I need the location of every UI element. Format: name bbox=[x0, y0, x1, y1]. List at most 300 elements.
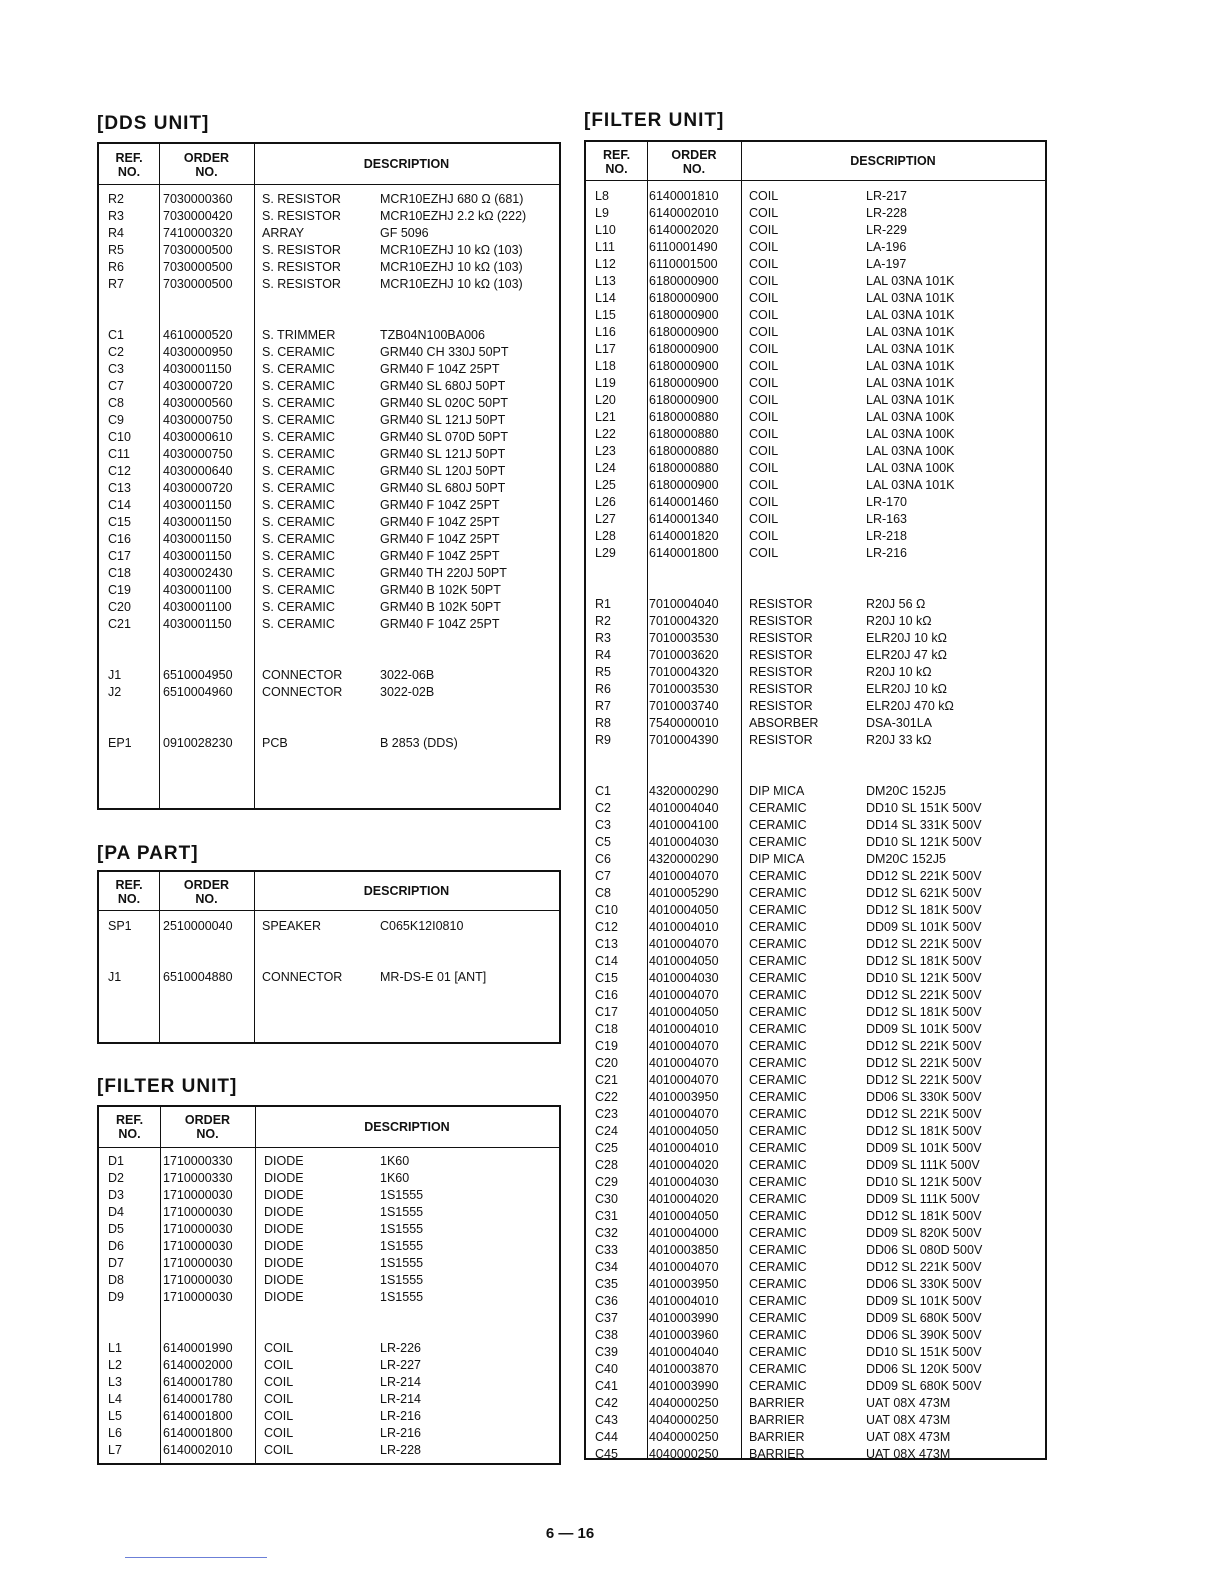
part-spec-cell: DD12 SL 221K 500V bbox=[866, 869, 982, 883]
part-spec-cell: 3022-06B bbox=[380, 668, 435, 682]
part-spec-cell: LAL 03NA 100K bbox=[866, 427, 955, 441]
table-row bbox=[99, 1289, 559, 1306]
table-row bbox=[99, 952, 559, 969]
order-no-cell: 4030001150 bbox=[163, 362, 232, 376]
part-spec-cell: MR-DS-E 01 [ANT] bbox=[380, 970, 487, 984]
order-no-cell: 4010004100 bbox=[649, 818, 719, 832]
part-spec-cell: LR-227 bbox=[380, 1358, 421, 1372]
order-no-cell: 1710000030 bbox=[163, 1273, 233, 1287]
part-type-cell: COIL bbox=[749, 291, 779, 305]
order-no-cell: 4010004070 bbox=[649, 988, 719, 1002]
order-no-cell: 4010004050 bbox=[649, 954, 719, 968]
part-type-cell: DIODE bbox=[264, 1188, 304, 1202]
table-row bbox=[586, 409, 1045, 426]
part-type-cell: CERAMIC bbox=[749, 1056, 807, 1070]
part-spec-cell: LR-216 bbox=[866, 546, 907, 560]
part-spec-cell: DD06 SL 330K 500V bbox=[866, 1277, 982, 1291]
order-no-cell: 4010003870 bbox=[649, 1362, 719, 1376]
table-row bbox=[586, 1293, 1045, 1310]
part-type-cell: COIL bbox=[749, 393, 779, 407]
part-spec-cell: DD12 SL 221K 500V bbox=[866, 1073, 982, 1087]
part-type-cell: CERAMIC bbox=[749, 869, 807, 883]
order-no-cell: 4010004050 bbox=[649, 1209, 719, 1223]
part-spec-cell: DD12 SL 221K 500V bbox=[866, 1039, 982, 1053]
part-spec-cell: 3022-02B bbox=[380, 685, 435, 699]
part-spec-cell: LA-197 bbox=[866, 257, 907, 271]
part-type-cell: DIP MICA bbox=[749, 852, 805, 866]
part-type-cell: PCB bbox=[262, 736, 288, 750]
ref-no-cell: R6 bbox=[595, 682, 611, 696]
table-row bbox=[586, 1072, 1045, 1089]
order-no-cell: 4030000720 bbox=[163, 379, 233, 393]
table-row bbox=[99, 327, 559, 344]
table-row bbox=[586, 460, 1045, 477]
part-spec-cell: 1K60 bbox=[380, 1154, 410, 1168]
table-row bbox=[99, 650, 559, 667]
ref-no-cell: C17 bbox=[595, 1005, 618, 1019]
order-no-cell: 1710000330 bbox=[163, 1171, 233, 1185]
ref-no-cell: R4 bbox=[595, 648, 611, 662]
table-row bbox=[586, 426, 1045, 443]
ref-no-cell: D2 bbox=[108, 1171, 124, 1185]
order-no-cell: 4010003960 bbox=[649, 1328, 719, 1342]
ref-no-cell: C20 bbox=[595, 1056, 618, 1070]
part-type-cell: CONNECTOR bbox=[262, 685, 343, 699]
order-no-cell: 1710000030 bbox=[163, 1222, 233, 1236]
ref-no-cell: C7 bbox=[595, 869, 611, 883]
order-no-cell: 6140001780 bbox=[163, 1375, 233, 1389]
table-row bbox=[586, 307, 1045, 324]
part-spec-cell: ELR20J 470 kΩ bbox=[866, 699, 954, 713]
table-row bbox=[99, 463, 559, 480]
order-no-cell: 6140001810 bbox=[649, 189, 719, 203]
table-row bbox=[586, 817, 1045, 834]
divider-line bbox=[125, 1557, 267, 1558]
table-row bbox=[99, 1425, 559, 1442]
part-type-cell: S. CERAMIC bbox=[262, 345, 335, 359]
part-type-cell: COIL bbox=[264, 1409, 294, 1423]
order-no-cell: 6180000900 bbox=[649, 393, 719, 407]
ref-no-cell: C14 bbox=[595, 954, 618, 968]
part-spec-cell: GRM40 SL 121J 50PT bbox=[380, 413, 506, 427]
order-no-cell: 7010003530 bbox=[649, 682, 719, 696]
ref-no-cell: C14 bbox=[108, 498, 131, 512]
part-spec-cell: DD12 SL 221K 500V bbox=[866, 1260, 982, 1274]
ref-no-cell: C39 bbox=[595, 1345, 618, 1359]
ref-no-cell: R8 bbox=[595, 716, 611, 730]
table-row bbox=[99, 935, 559, 952]
ref-no-cell: D9 bbox=[108, 1290, 124, 1304]
table-row bbox=[586, 868, 1045, 885]
part-spec-cell: DD09 SL 820K 500V bbox=[866, 1226, 982, 1240]
ref-no-cell: C18 bbox=[108, 566, 131, 580]
part-type-cell: DIP MICA bbox=[749, 784, 805, 798]
ref-no-cell: C8 bbox=[595, 886, 611, 900]
table-row bbox=[586, 494, 1045, 511]
part-type-cell: S. RESISTOR bbox=[262, 209, 341, 223]
part-type-cell: DIODE bbox=[264, 1222, 304, 1236]
part-spec-cell: DD06 SL 390K 500V bbox=[866, 1328, 982, 1342]
part-type-cell: CERAMIC bbox=[749, 988, 807, 1002]
order-no-cell: 4030002430 bbox=[163, 566, 233, 580]
table-row bbox=[99, 1408, 559, 1425]
part-type-cell: CERAMIC bbox=[749, 1158, 807, 1172]
table-row bbox=[586, 732, 1045, 749]
ref-no-cell: C44 bbox=[595, 1430, 618, 1444]
order-no-cell: 6180000880 bbox=[649, 427, 719, 441]
part-spec-cell: LAL 03NA 101K bbox=[866, 291, 955, 305]
part-type-cell: DIODE bbox=[264, 1239, 304, 1253]
part-spec-cell: DD12 SL 221K 500V bbox=[866, 1056, 982, 1070]
order-no-cell: 6140002010 bbox=[163, 1443, 233, 1457]
part-spec-cell: LR-216 bbox=[380, 1409, 421, 1423]
order-no-cell: 7010003740 bbox=[649, 699, 719, 713]
order-no-cell: 1710000030 bbox=[163, 1188, 233, 1202]
table-row bbox=[586, 800, 1045, 817]
ref-no-cell: C24 bbox=[595, 1124, 618, 1138]
order-no-cell: 1710000030 bbox=[163, 1290, 233, 1304]
part-spec-cell: DD09 SL 101K 500V bbox=[866, 1294, 982, 1308]
ref-no-cell: L4 bbox=[108, 1392, 122, 1406]
table-row bbox=[586, 1208, 1045, 1225]
order-no-cell: 6180000880 bbox=[649, 410, 719, 424]
table-row bbox=[99, 684, 559, 701]
part-type-cell: COIL bbox=[749, 274, 779, 288]
part-type-cell: DIODE bbox=[264, 1290, 304, 1304]
table-row bbox=[99, 242, 559, 259]
table-row bbox=[586, 783, 1045, 800]
order-no-cell: 6510004950 bbox=[163, 668, 233, 682]
part-spec-cell: MCR10EZHJ 10 kΩ (103) bbox=[380, 277, 523, 291]
part-type-cell: CERAMIC bbox=[749, 920, 807, 934]
table-row bbox=[99, 344, 559, 361]
part-type-cell: CERAMIC bbox=[749, 835, 807, 849]
part-type-cell: COIL bbox=[749, 359, 779, 373]
ref-no-cell: C20 bbox=[108, 600, 131, 614]
part-type-cell: RESISTOR bbox=[749, 597, 813, 611]
part-spec-cell: GRM40 B 102K 50PT bbox=[380, 583, 501, 597]
ref-no-cell: R7 bbox=[108, 277, 124, 291]
part-spec-cell: R20J 10 kΩ bbox=[866, 665, 932, 679]
table-row bbox=[99, 1323, 559, 1340]
ref-no-cell: C21 bbox=[108, 617, 131, 631]
table-row bbox=[586, 1038, 1045, 1055]
table-row bbox=[586, 1106, 1045, 1123]
ref-no-cell: C23 bbox=[595, 1107, 618, 1121]
table-row bbox=[99, 1357, 559, 1374]
ref-no-cell: L2 bbox=[108, 1358, 122, 1372]
table-row bbox=[586, 681, 1045, 698]
part-type-cell: CERAMIC bbox=[749, 1107, 807, 1121]
ref-no-cell: C35 bbox=[595, 1277, 618, 1291]
table-row bbox=[99, 1340, 559, 1357]
ref-no-cell: C10 bbox=[595, 903, 618, 917]
table-row bbox=[99, 735, 559, 752]
part-type-cell: COIL bbox=[749, 495, 779, 509]
part-type-cell: COIL bbox=[264, 1443, 294, 1457]
table-row bbox=[586, 443, 1045, 460]
order-no-cell: 6180000900 bbox=[649, 359, 719, 373]
order-no-cell: 4040000250 bbox=[649, 1413, 719, 1427]
table-row bbox=[99, 225, 559, 242]
order-no-cell: 6140002020 bbox=[649, 223, 719, 237]
ref-no-cell: C3 bbox=[595, 818, 611, 832]
ref-no-cell: C12 bbox=[108, 464, 131, 478]
part-type-cell: COIL bbox=[749, 376, 779, 390]
part-type-cell: CERAMIC bbox=[749, 937, 807, 951]
part-type-cell: S. CERAMIC bbox=[262, 600, 335, 614]
part-type-cell: CERAMIC bbox=[749, 1090, 807, 1104]
order-no-cell: 4320000290 bbox=[649, 852, 719, 866]
part-type-cell: S. RESISTOR bbox=[262, 277, 341, 291]
part-spec-cell: LR-163 bbox=[866, 512, 907, 526]
ref-no-header: REF. NO. bbox=[602, 148, 631, 176]
order-no-cell: 4320000290 bbox=[649, 784, 719, 798]
table-row bbox=[99, 1442, 559, 1459]
order-no-cell: 2510000040 bbox=[163, 919, 233, 933]
ref-no-cell: C33 bbox=[595, 1243, 618, 1257]
part-spec-cell: R20J 56 Ω bbox=[866, 597, 926, 611]
part-type-cell: COIL bbox=[749, 461, 779, 475]
table-row bbox=[586, 290, 1045, 307]
order-no-cell: 4030000750 bbox=[163, 413, 233, 427]
ref-no-cell: C31 bbox=[595, 1209, 618, 1223]
ref-no-cell: C2 bbox=[595, 801, 611, 815]
part-type-cell: S. CERAMIC bbox=[262, 447, 335, 461]
table-row bbox=[586, 1242, 1045, 1259]
table-row bbox=[586, 851, 1045, 868]
ref-no-cell: D6 bbox=[108, 1239, 124, 1253]
part-spec-cell: LAL 03NA 100K bbox=[866, 461, 955, 475]
part-spec-cell: R20J 33 kΩ bbox=[866, 733, 932, 747]
part-type-cell: S. RESISTOR bbox=[262, 243, 341, 257]
order-no-cell: 7030000500 bbox=[163, 260, 233, 274]
table-row bbox=[586, 970, 1045, 987]
table-row bbox=[586, 1395, 1045, 1412]
part-spec-cell: DD09 SL 101K 500V bbox=[866, 1141, 982, 1155]
order-no-cell: 7010004320 bbox=[649, 665, 719, 679]
order-no-cell: 4030000720 bbox=[163, 481, 233, 495]
part-type-cell: COIL bbox=[749, 325, 779, 339]
order-no-cell: 7010003530 bbox=[649, 631, 719, 645]
order-no-cell: 7010004320 bbox=[649, 614, 719, 628]
table-row bbox=[586, 1225, 1045, 1242]
part-spec-cell: 1S1555 bbox=[380, 1256, 424, 1270]
part-spec-cell: ELR20J 10 kΩ bbox=[866, 631, 947, 645]
ref-no-cell: L6 bbox=[108, 1426, 122, 1440]
ref-no-cell: L5 bbox=[108, 1409, 122, 1423]
ref-no-cell: C11 bbox=[108, 447, 131, 461]
ref-no-cell: R3 bbox=[108, 209, 124, 223]
part-type-cell: DIODE bbox=[264, 1273, 304, 1287]
part-type-cell: CERAMIC bbox=[749, 1039, 807, 1053]
order-no-cell: 4010004010 bbox=[649, 920, 719, 934]
part-type-cell: COIL bbox=[749, 257, 779, 271]
dds-unit-title: [DDS UNIT] bbox=[97, 113, 210, 134]
table-row bbox=[586, 596, 1045, 613]
ref-no-cell: C13 bbox=[108, 481, 131, 495]
order-no-cell: 6180000900 bbox=[649, 376, 719, 390]
part-spec-cell: DD12 SL 221K 500V bbox=[866, 988, 982, 1002]
ref-no-cell: C15 bbox=[595, 971, 618, 985]
part-spec-cell: GRM40 F 104Z 25PT bbox=[380, 549, 500, 563]
order-no-cell: 7410000320 bbox=[163, 226, 233, 240]
part-type-cell: CERAMIC bbox=[749, 801, 807, 815]
order-no-cell: 4030001150 bbox=[163, 532, 232, 546]
table-row bbox=[99, 259, 559, 276]
ref-no-header: REF. NO. bbox=[115, 151, 143, 179]
ref-no-cell: EP1 bbox=[108, 736, 132, 750]
table-row bbox=[586, 1123, 1045, 1140]
part-spec-cell: DD12 SL 181K 500V bbox=[866, 1209, 982, 1223]
table-row bbox=[586, 1446, 1045, 1463]
ref-no-cell: L22 bbox=[595, 427, 616, 441]
order-no-cell: 4010004020 bbox=[649, 1158, 719, 1172]
order-no-cell: 6180000880 bbox=[649, 461, 719, 475]
part-type-cell: S. RESISTOR bbox=[262, 192, 341, 206]
order-no-header: ORDER NO. bbox=[183, 151, 230, 179]
part-spec-cell: DD12 SL 181K 500V bbox=[866, 954, 982, 968]
ref-no-cell: C19 bbox=[108, 583, 131, 597]
order-no-cell: 4010004010 bbox=[649, 1294, 719, 1308]
ref-no-cell: L28 bbox=[595, 529, 616, 543]
part-spec-cell: MCR10EZHJ 2.2 kΩ (222) bbox=[380, 209, 527, 223]
part-spec-cell: DM20C 152J5 bbox=[866, 852, 946, 866]
part-type-cell: CERAMIC bbox=[749, 1362, 807, 1376]
ref-no-cell: C17 bbox=[108, 549, 131, 563]
ref-no-cell: C30 bbox=[595, 1192, 618, 1206]
order-no-cell: 4030001150 bbox=[163, 515, 232, 529]
ref-no-cell: C38 bbox=[595, 1328, 618, 1342]
part-type-cell: COIL bbox=[749, 223, 779, 237]
ref-no-cell: R3 bbox=[595, 631, 611, 645]
order-no-cell: 7010003620 bbox=[649, 648, 719, 662]
table-row bbox=[586, 1310, 1045, 1327]
part-type-cell: S. CERAMIC bbox=[262, 515, 335, 529]
ref-no-cell: L25 bbox=[595, 478, 616, 492]
part-spec-cell: DD12 SL 221K 500V bbox=[866, 1107, 982, 1121]
order-no-cell: 4010004070 bbox=[649, 1039, 719, 1053]
part-type-cell: CERAMIC bbox=[749, 1226, 807, 1240]
part-spec-cell: UAT 08X 473M bbox=[866, 1396, 951, 1410]
ref-no-cell: L7 bbox=[108, 1443, 122, 1457]
part-type-cell: RESISTOR bbox=[749, 665, 813, 679]
order-no-cell: 6180000900 bbox=[649, 325, 719, 339]
order-no-cell: 4030000560 bbox=[163, 396, 233, 410]
order-no-cell: 6140001800 bbox=[163, 1426, 233, 1440]
order-no-cell: 4010004050 bbox=[649, 903, 719, 917]
description-header: DESCRIPTION bbox=[363, 884, 450, 898]
table-row bbox=[586, 1089, 1045, 1106]
order-no-cell: 4610000520 bbox=[163, 328, 233, 342]
part-spec-cell: 1S1555 bbox=[380, 1290, 424, 1304]
order-no-cell: 7030000420 bbox=[163, 209, 233, 223]
table-row bbox=[99, 969, 559, 986]
ref-no-cell: C15 bbox=[108, 515, 131, 529]
part-type-cell: S. RESISTOR bbox=[262, 260, 341, 274]
order-no-cell: 4010003950 bbox=[649, 1090, 719, 1104]
ref-no-cell: C43 bbox=[595, 1413, 618, 1427]
table-row bbox=[586, 562, 1045, 579]
filter-unit-right-table bbox=[584, 140, 1047, 1460]
table-row bbox=[99, 412, 559, 429]
part-type-cell: CERAMIC bbox=[749, 818, 807, 832]
part-type-cell: CERAMIC bbox=[749, 1243, 807, 1257]
part-type-cell: COIL bbox=[749, 512, 779, 526]
part-spec-cell: 1S1555 bbox=[380, 1188, 424, 1202]
part-spec-cell: GRM40 F 104Z 25PT bbox=[380, 498, 500, 512]
ref-no-header: REF. NO. bbox=[115, 1113, 144, 1141]
table-row bbox=[586, 511, 1045, 528]
part-spec-cell: LR-214 bbox=[380, 1392, 421, 1406]
table-row bbox=[586, 341, 1045, 358]
order-no-cell: 4010004040 bbox=[649, 801, 719, 815]
table-row bbox=[586, 647, 1045, 664]
part-spec-cell: LAL 03NA 100K bbox=[866, 444, 955, 458]
ref-no-cell: L10 bbox=[595, 223, 616, 237]
part-spec-cell: 1S1555 bbox=[380, 1273, 424, 1287]
order-no-cell: 4010004030 bbox=[649, 835, 719, 849]
part-spec-cell: DD09 SL 111K 500V bbox=[866, 1192, 980, 1206]
table-row bbox=[586, 545, 1045, 562]
order-no-header: ORDER NO. bbox=[671, 148, 717, 176]
table-row bbox=[586, 1361, 1045, 1378]
ref-no-cell: J1 bbox=[108, 668, 122, 682]
part-spec-cell: GRM40 SL 120J 50PT bbox=[380, 464, 506, 478]
table-row bbox=[99, 1187, 559, 1204]
ref-no-cell: C1 bbox=[108, 328, 124, 342]
table-row bbox=[99, 1204, 559, 1221]
ref-no-cell: L27 bbox=[595, 512, 616, 526]
part-spec-cell: DD12 SL 181K 500V bbox=[866, 1005, 982, 1019]
ref-no-cell: R5 bbox=[108, 243, 124, 257]
part-spec-cell: B 2853 (DDS) bbox=[380, 736, 458, 750]
table-row bbox=[586, 392, 1045, 409]
ref-no-cell: C8 bbox=[108, 396, 124, 410]
order-no-cell: 6140002010 bbox=[649, 206, 719, 220]
table-row bbox=[99, 208, 559, 225]
part-spec-cell: LAL 03NA 101K bbox=[866, 325, 955, 339]
part-spec-cell: LAL 03NA 101K bbox=[866, 478, 955, 492]
table-row bbox=[99, 293, 559, 310]
part-spec-cell: UAT 08X 473M bbox=[866, 1430, 951, 1444]
part-spec-cell: DD06 SL 120K 500V bbox=[866, 1362, 982, 1376]
order-no-cell: 6110001490 bbox=[649, 240, 718, 254]
order-no-cell: 1710000030 bbox=[163, 1239, 233, 1253]
order-no-cell: 4010004030 bbox=[649, 971, 719, 985]
ref-no-cell: R5 bbox=[595, 665, 611, 679]
ref-no-cell: R2 bbox=[595, 614, 611, 628]
table-row bbox=[99, 1374, 559, 1391]
part-type-cell: RESISTOR bbox=[749, 682, 813, 696]
ref-no-cell: C6 bbox=[595, 852, 611, 866]
ref-no-cell: L23 bbox=[595, 444, 616, 458]
table-row bbox=[99, 276, 559, 293]
part-spec-cell: DD09 SL 101K 500V bbox=[866, 1022, 982, 1036]
order-no-cell: 4030001100 bbox=[163, 600, 232, 614]
order-no-cell: 6110001500 bbox=[649, 257, 718, 271]
description-header: DESCRIPTION bbox=[850, 154, 936, 168]
part-type-cell: DIODE bbox=[264, 1205, 304, 1219]
order-no-cell: 6140001820 bbox=[649, 529, 719, 543]
part-spec-cell: LR-214 bbox=[380, 1375, 421, 1389]
order-no-cell: 4040000250 bbox=[649, 1396, 719, 1410]
part-type-cell: COIL bbox=[264, 1341, 294, 1355]
order-no-cell: 7010004390 bbox=[649, 733, 719, 747]
ref-no-cell: R1 bbox=[595, 597, 611, 611]
ref-no-cell: J2 bbox=[108, 685, 122, 699]
table-row bbox=[586, 664, 1045, 681]
